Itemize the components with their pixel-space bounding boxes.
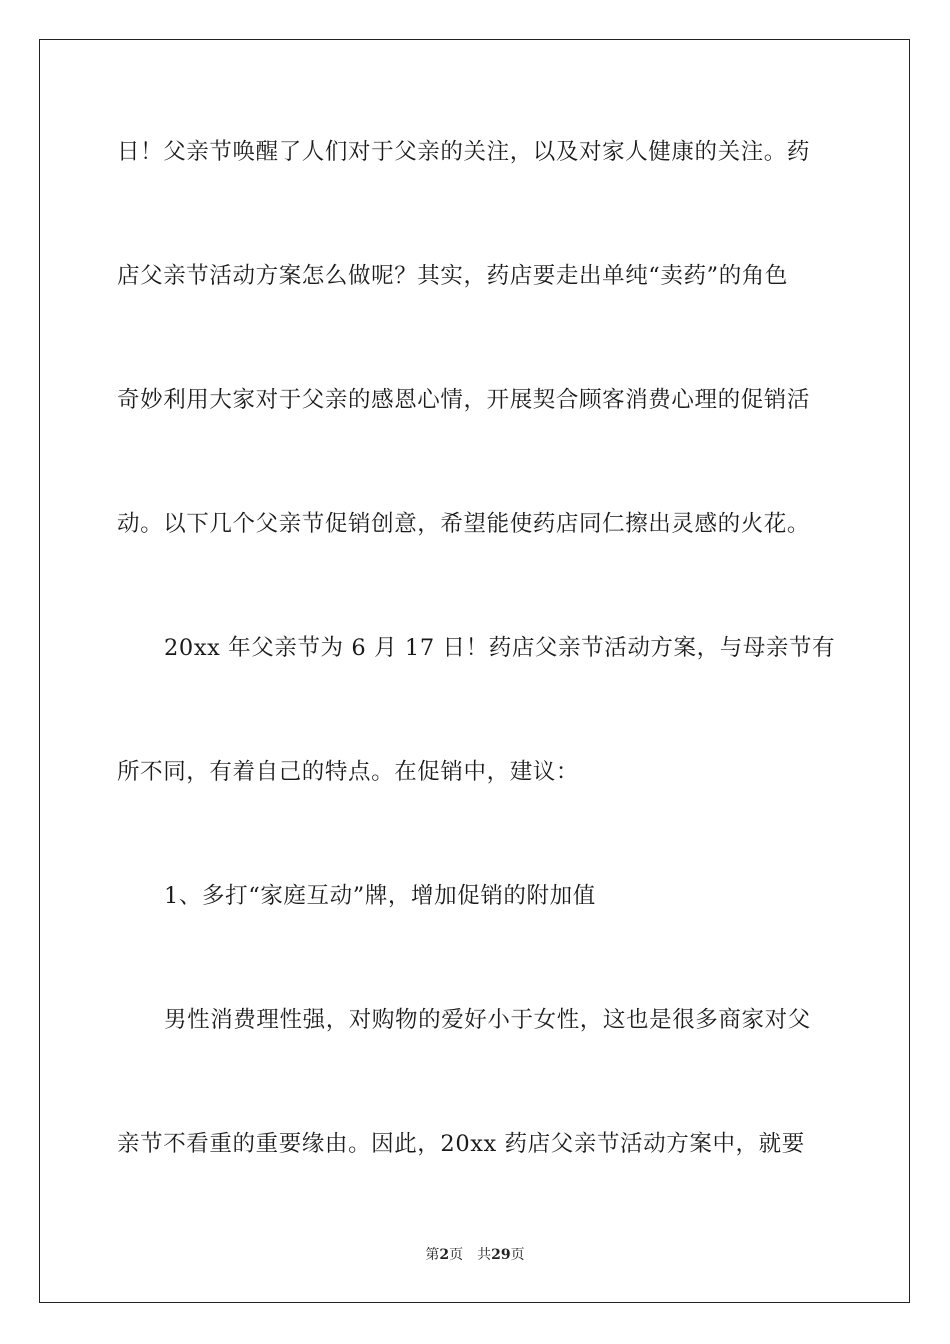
body-text-line: 20xx 年父亲节为 6 月 17 日！药店父亲节活动方案，与母亲节有 bbox=[164, 635, 836, 661]
page-suffix: 页 bbox=[449, 1247, 464, 1263]
body-text-line: 亲节不看重的重要缘由。因此，20xx 药店父亲节活动方案中，就要 bbox=[117, 1131, 805, 1157]
body-text-line: 动。以下几个父亲节促销创意，希望能使药店同仁擦出灵感的火花。 bbox=[117, 511, 811, 537]
body-text-line: 店父亲节活动方案怎么做呢？其实，药店要走出单纯“卖药”的角色 bbox=[117, 263, 789, 289]
body-text-line: 男性消费理性强，对购物的爱好小于女性，这也是很多商家对父 bbox=[164, 1007, 811, 1033]
list-item-heading: 1、多打“家庭互动”牌，增加促销的附加值 bbox=[164, 883, 596, 909]
page-prefix: 第 bbox=[425, 1247, 440, 1263]
body-text-line: 日！父亲节唤醒了人们对于父亲的关注，以及对家人健康的关注。药 bbox=[117, 139, 811, 165]
total-pages-number: 29 bbox=[491, 1247, 511, 1263]
body-text-line: 所不同，有着自己的特点。在促销中，建议： bbox=[117, 759, 580, 785]
total-prefix: 共 bbox=[477, 1247, 492, 1263]
page-current-number: 2 bbox=[439, 1247, 450, 1263]
body-text-line: 奇妙利用大家对于父亲的感恩心情，开展契合顾客消费心理的促销活 bbox=[117, 387, 811, 413]
page-border bbox=[39, 39, 910, 1303]
total-suffix: 页 bbox=[510, 1247, 525, 1263]
page-footer bbox=[0, 1245, 950, 1265]
